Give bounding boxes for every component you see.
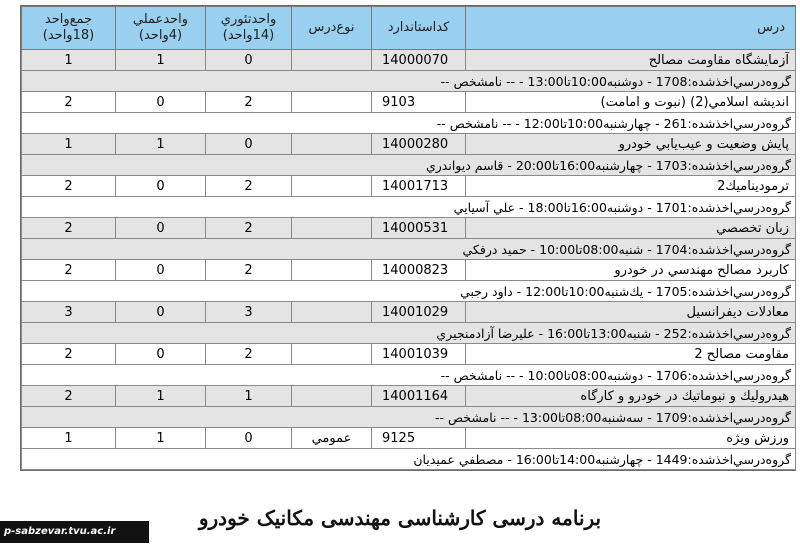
course-code: 9103 [372,92,466,113]
course-code: 14001164 [372,386,466,407]
course-name: مقاومت مصالح 2 [466,344,796,365]
course-code: 9125 [372,428,466,449]
course-code: 14000823 [372,260,466,281]
table-row [22,302,796,323]
table-row [22,344,796,365]
course-theory-units: 0 [206,134,292,155]
course-type [292,134,372,155]
course-practical-units: 0 [116,218,206,239]
course-name: انديشه اسلامي(2) (نبوت و امامت) [466,92,796,113]
course-group-info: گروه‌درسي‌اخذشده:1705 - يك‌شنبه10:00تا12:00 - داود رجبي [22,281,796,302]
course-practical-units: 1 [116,134,206,155]
course-code: 14000070 [372,50,466,71]
course-theory-units: 2 [206,92,292,113]
site-watermark: p-sabzevar.tvu.ac.ir [0,521,149,543]
table-row [22,386,796,407]
course-practical-units: 0 [116,92,206,113]
course-practical-units: 1 [116,50,206,71]
course-practical-units: 0 [116,344,206,365]
course-name: ورزش ويژه [466,428,796,449]
course-practical-units: 0 [116,176,206,197]
course-theory-units: 2 [206,344,292,365]
course-total-units: 1 [22,134,116,155]
course-theory-units: 3 [206,302,292,323]
course-name: آزمايشگاه مقاومت مصالح [466,50,796,71]
course-code: 14001039 [372,344,466,365]
course-type [292,50,372,71]
course-total-units: 2 [22,92,116,113]
group-row [22,407,796,428]
table-row [22,218,796,239]
course-type [292,344,372,365]
course-theory-units: 1 [206,386,292,407]
course-type [292,92,372,113]
table-body [22,50,796,470]
table-row [22,92,796,113]
course-code: 14000280 [372,134,466,155]
table-row [22,260,796,281]
table-row [22,428,796,449]
group-row [22,197,796,218]
course-table [21,6,796,470]
course-name: ترموديناميك2 [466,176,796,197]
header-total: جمع‌واحد (18واحد) [22,7,116,50]
course-group-info: گروه‌درسي‌اخذشده:1701 - دوشنبه16:00تا18:00 - علي آسيايي [22,197,796,218]
header-code: كداستاندارد [372,7,466,50]
group-row [22,323,796,344]
course-type [292,386,372,407]
course-practical-units: 1 [116,386,206,407]
course-name: زبان تخصصي [466,218,796,239]
header-theory: واحدتئوري (14واحد) [206,7,292,50]
group-row [22,365,796,386]
page-caption: برنامه درسی کارشناسی مهندسی مکانیک خودرو [198,506,602,530]
course-type [292,302,372,323]
course-practical-units: 0 [116,302,206,323]
course-total-units: 3 [22,302,116,323]
table-row [22,176,796,197]
course-theory-units: 2 [206,260,292,281]
course-group-info: گروه‌درسي‌اخذشده:1706 - دوشنبه08:00تا10:00 - -- نامشخص -- [22,365,796,386]
table-row [22,134,796,155]
course-group-info: گروه‌درسي‌اخذشده:1449 - چهارشنبه14:00تا16:00 - مصطفي عميديان [22,449,796,470]
header-name: درس [466,7,796,50]
course-total-units: 2 [22,218,116,239]
course-theory-units: 2 [206,176,292,197]
course-schedule-sheet [20,5,796,471]
course-group-info: گروه‌درسي‌اخذشده:1709 - سه‌شنبه08:00تا13:00 - -- نامشخص -- [22,407,796,428]
group-row [22,71,796,92]
course-theory-units: 0 [206,50,292,71]
course-name: هيدروليك و نيوماتيك در خودرو و كارگاه [466,386,796,407]
course-practical-units: 1 [116,428,206,449]
course-type [292,218,372,239]
course-practical-units: 0 [116,260,206,281]
group-row [22,449,796,470]
course-total-units: 2 [22,260,116,281]
course-code: 14001713 [372,176,466,197]
course-total-units: 2 [22,176,116,197]
header-practical: واحدعملي (4واحد) [116,7,206,50]
course-total-units: 2 [22,386,116,407]
course-type [292,260,372,281]
course-total-units: 1 [22,50,116,71]
course-theory-units: 0 [206,428,292,449]
course-total-units: 1 [22,428,116,449]
course-type: عمومي [292,428,372,449]
course-name: معادلات ديفرانسيل [466,302,796,323]
course-group-info: گروه‌درسي‌اخذشده:261 - چهارشنبه10:00تا12:00 - -- نامشخص -- [22,113,796,134]
table-row [22,50,796,71]
group-row [22,239,796,260]
header-row [22,7,796,50]
course-group-info: گروه‌درسي‌اخذشده:1703 - چهارشنبه16:00تا20:00 - قاسم ديواندري [22,155,796,176]
course-code: 14001029 [372,302,466,323]
group-row [22,155,796,176]
course-total-units: 2 [22,344,116,365]
course-group-info: گروه‌درسي‌اخذشده:1704 - شنبه08:00تا10:00 - حميد درفكي [22,239,796,260]
course-group-info: گروه‌درسي‌اخذشده:1708 - دوشنبه10:00تا13:00 - -- نامشخص -- [22,71,796,92]
course-group-info: گروه‌درسي‌اخذشده:252 - شنبه13:00تا16:00 - عليرضا آزادمنجيري [22,323,796,344]
course-name: پايش وضعيت و عيب‌يابي خودرو [466,134,796,155]
course-code: 14000531 [372,218,466,239]
group-row [22,113,796,134]
header-type: نوع‌درس [292,7,372,50]
group-row [22,281,796,302]
course-theory-units: 2 [206,218,292,239]
course-type [292,176,372,197]
course-name: كاربرد مصالح مهندسي در خودرو [466,260,796,281]
